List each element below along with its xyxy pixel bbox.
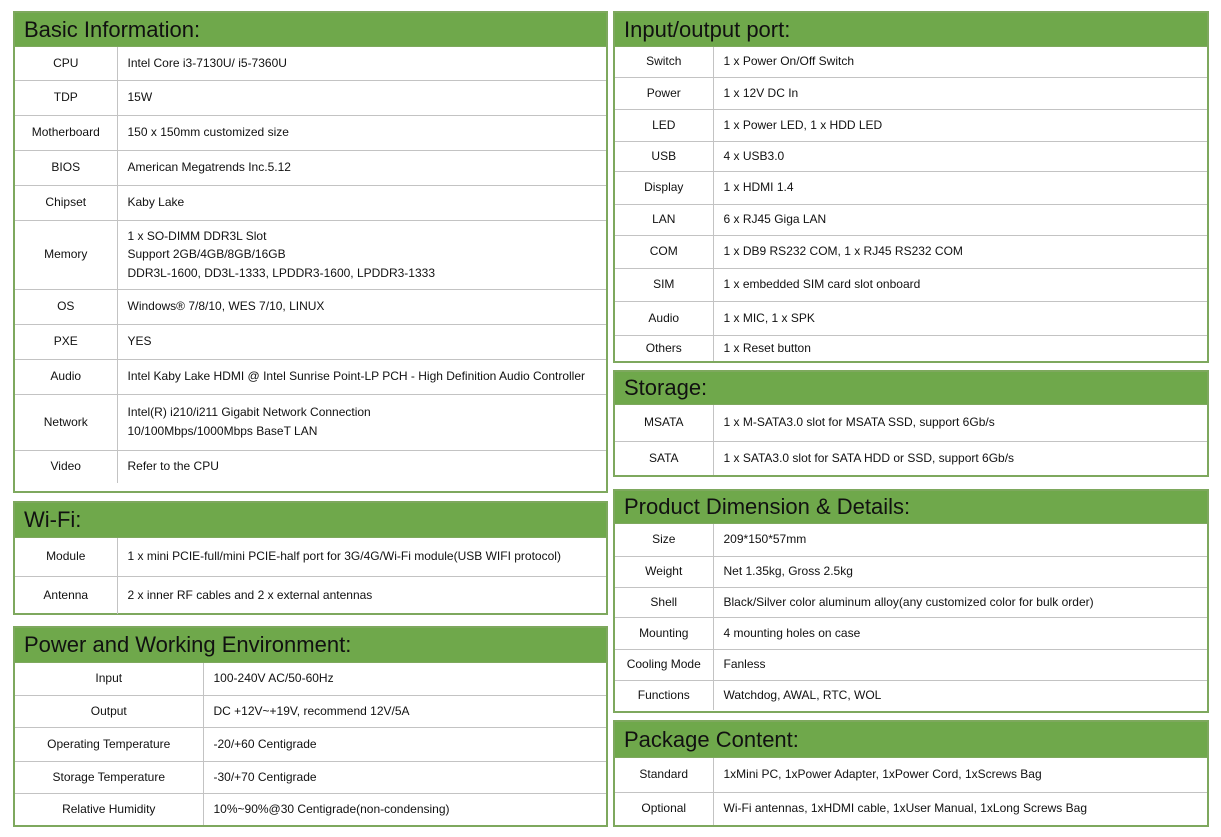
basic-information-section bbox=[13, 11, 608, 493]
product-dimension-section bbox=[613, 489, 1209, 713]
spec-label: Relative Humidity bbox=[15, 793, 203, 825]
spec-row-tdp bbox=[15, 80, 606, 115]
input-output-port-section bbox=[613, 11, 1209, 363]
spec-row-motherboard bbox=[15, 115, 606, 150]
spec-value: 150 x 150mm customized size bbox=[117, 115, 606, 150]
spec-value: 6 x RJ45 Giga LAN bbox=[713, 204, 1207, 235]
spec-label: Switch bbox=[615, 47, 713, 77]
spec-label: COM bbox=[615, 235, 713, 268]
spec-row-module bbox=[15, 538, 606, 576]
section-title: Storage: bbox=[615, 372, 1207, 405]
spec-row-video bbox=[15, 450, 606, 483]
spec-value: 4 mounting holes on case bbox=[713, 617, 1207, 649]
spec-value: 4 x USB3.0 bbox=[713, 141, 1207, 171]
spec-row-lan bbox=[615, 204, 1207, 235]
spec-label: Video bbox=[15, 450, 117, 483]
spec-row-os bbox=[15, 289, 606, 324]
spec-row-optional bbox=[615, 792, 1207, 825]
spec-value: 15W bbox=[117, 80, 606, 115]
spec-label: Display bbox=[615, 171, 713, 204]
spec-label: Module bbox=[15, 538, 117, 576]
spec-value: American Megatrends Inc.5.12 bbox=[117, 150, 606, 185]
spec-label: Operating Temperature bbox=[15, 727, 203, 761]
spec-row-standard bbox=[615, 758, 1207, 792]
spec-row-display bbox=[615, 171, 1207, 204]
spec-value: 2 x inner RF cables and 2 x external antennas bbox=[117, 576, 606, 614]
spec-row-sim bbox=[615, 268, 1207, 301]
power-environment-section bbox=[13, 626, 608, 827]
spec-row-antenna bbox=[15, 576, 606, 614]
spec-label: Cooling Mode bbox=[615, 649, 713, 680]
spec-label: LED bbox=[615, 109, 713, 141]
spec-value: -20/+60 Centigrade bbox=[203, 727, 606, 761]
spec-value: 209*150*57mm bbox=[713, 524, 1207, 556]
spec-label: BIOS bbox=[15, 150, 117, 185]
spec-table bbox=[15, 47, 606, 483]
section-title: Wi-Fi: bbox=[15, 503, 606, 538]
spec-label: MSATA bbox=[615, 405, 713, 441]
spec-label: Audio bbox=[15, 359, 117, 394]
section-title: Input/output port: bbox=[615, 13, 1207, 47]
spec-label: Functions bbox=[615, 680, 713, 710]
spec-label: SIM bbox=[615, 268, 713, 301]
spec-row-input bbox=[15, 663, 606, 695]
spec-value-line: DDR3L-1600, DD3L-1333, LPDDR3-1600, LPDDR3-1333 bbox=[127, 265, 435, 280]
section-title: Power and Working Environment: bbox=[15, 628, 606, 663]
spec-label: SATA bbox=[615, 441, 713, 475]
spec-row-others bbox=[615, 335, 1207, 361]
spec-row-chipset bbox=[15, 185, 606, 220]
spec-value: 1 x embedded SIM card slot onboard bbox=[713, 268, 1207, 301]
spec-value: Intel Kaby Lake HDMI @ Intel Sunrise Point-LP PCH - High Definition Audio Controller bbox=[117, 359, 606, 394]
spec-table bbox=[615, 758, 1207, 825]
spec-row-mounting bbox=[615, 617, 1207, 649]
spec-row-pxe bbox=[15, 324, 606, 359]
spec-label: Network bbox=[15, 394, 117, 450]
spec-value: 1 x HDMI 1.4 bbox=[713, 171, 1207, 204]
spec-label: Others bbox=[615, 335, 713, 361]
spec-table bbox=[615, 47, 1207, 361]
spec-value: Refer to the CPU bbox=[117, 450, 606, 483]
spec-row-audio bbox=[15, 359, 606, 394]
spec-value: Kaby Lake bbox=[117, 185, 606, 220]
spec-label: TDP bbox=[15, 80, 117, 115]
spec-value-line: 1 x SO-DIMM DDR3L Slot bbox=[127, 228, 267, 243]
spec-label: Chipset bbox=[15, 185, 117, 220]
spec-label: Weight bbox=[615, 556, 713, 587]
spec-row-network bbox=[15, 394, 606, 450]
spec-label: Motherboard bbox=[15, 115, 117, 150]
spec-label: Optional bbox=[615, 792, 713, 825]
spec-value: Intel Core i3-7130U/ i5-7360U bbox=[117, 47, 606, 80]
spec-row-weight bbox=[615, 556, 1207, 587]
spec-value: 1 x Power LED, 1 x HDD LED bbox=[713, 109, 1207, 141]
spec-label: Storage Temperature bbox=[15, 761, 203, 793]
spec-label: Size bbox=[615, 524, 713, 556]
spec-label: PXE bbox=[15, 324, 117, 359]
spec-label: USB bbox=[615, 141, 713, 171]
spec-value: Black/Silver color aluminum alloy(any customized color for bulk order) bbox=[713, 587, 1207, 617]
spec-value: Watchdog, AWAL, RTC, WOL bbox=[713, 680, 1207, 710]
spec-label: Mounting bbox=[615, 617, 713, 649]
spec-row-shell bbox=[615, 587, 1207, 617]
spec-label: Input bbox=[15, 663, 203, 695]
spec-row-output bbox=[15, 695, 606, 727]
spec-value-line: Support 2GB/4GB/8GB/16GB bbox=[127, 247, 286, 262]
spec-label: Power bbox=[615, 77, 713, 109]
spec-label: Audio bbox=[615, 301, 713, 335]
spec-table bbox=[615, 405, 1207, 475]
spec-table bbox=[15, 538, 606, 614]
spec-value: -30/+70 Centigrade bbox=[203, 761, 606, 793]
spec-label: Output bbox=[15, 695, 203, 727]
spec-label: Shell bbox=[615, 587, 713, 617]
spec-label: Antenna bbox=[15, 576, 117, 614]
section-title: Product Dimension & Details: bbox=[615, 491, 1207, 524]
spec-row-msata bbox=[615, 405, 1207, 441]
spec-row-audio bbox=[615, 301, 1207, 335]
spec-value: 1 x DB9 RS232 COM, 1 x RJ45 RS232 COM bbox=[713, 235, 1207, 268]
spec-row-switch bbox=[615, 47, 1207, 77]
spec-row-storage-temperature bbox=[15, 761, 606, 793]
spec-table bbox=[15, 663, 606, 825]
spec-row-memory bbox=[15, 220, 606, 289]
spec-value-line: 10/100Mbps/1000Mbps BaseT LAN bbox=[127, 424, 318, 438]
spec-value: 1 x MIC, 1 x SPK bbox=[713, 301, 1207, 335]
spec-value: 100-240V AC/50-60Hz bbox=[203, 663, 606, 695]
spec-row-led bbox=[615, 109, 1207, 141]
spec-row-power bbox=[615, 77, 1207, 109]
package-content-section bbox=[613, 720, 1209, 827]
spec-row-sata bbox=[615, 441, 1207, 475]
spec-value: 1 x 12V DC In bbox=[713, 77, 1207, 109]
spec-row-usb bbox=[615, 141, 1207, 171]
spec-row-functions bbox=[615, 680, 1207, 710]
spec-value: 10%~90%@30 Centigrade(non-condensing) bbox=[203, 793, 606, 825]
storage-section bbox=[613, 370, 1209, 477]
wifi-section bbox=[13, 501, 608, 615]
spec-label: Memory bbox=[15, 220, 117, 289]
section-title: Package Content: bbox=[615, 722, 1207, 758]
spec-row-com bbox=[615, 235, 1207, 268]
spec-value: YES bbox=[117, 324, 606, 359]
spec-value: 1 x SATA3.0 slot for SATA HDD or SSD, support 6Gb/s bbox=[713, 441, 1207, 475]
spec-value: DC +12V~+19V, recommend 12V/5A bbox=[203, 695, 606, 727]
spec-value: Windows® 7/8/10, WES 7/10, LINUX bbox=[117, 289, 606, 324]
spec-row-relative-humidity bbox=[15, 793, 606, 825]
spec-value: Fanless bbox=[713, 649, 1207, 680]
spec-row-cooling-mode bbox=[615, 649, 1207, 680]
spec-value: 1 x Reset button bbox=[713, 335, 1207, 361]
spec-value: 1 x mini PCIE-full/mini PCIE-half port for 3G/4G/Wi-Fi module(USB WIFI protocol) bbox=[117, 538, 606, 576]
spec-label: CPU bbox=[15, 47, 117, 80]
spec-value: Wi-Fi antennas, 1xHDMI cable, 1xUser Manual, 1xLong Screws Bag bbox=[713, 792, 1207, 825]
spec-value: 1xMini PC, 1xPower Adapter, 1xPower Cord, 1xScrews Bag bbox=[713, 758, 1207, 792]
spec-value-line: Intel(R) i210/i211 Gigabit Network Connection bbox=[127, 405, 371, 420]
spec-row-cpu bbox=[15, 47, 606, 80]
spec-label: LAN bbox=[615, 204, 713, 235]
spec-row-size bbox=[615, 524, 1207, 556]
section-title: Basic Information: bbox=[15, 13, 606, 47]
spec-value bbox=[117, 394, 606, 450]
spec-label: Standard bbox=[615, 758, 713, 792]
spec-label: OS bbox=[15, 289, 117, 324]
spec-row-operating-temperature bbox=[15, 727, 606, 761]
spec-value: 1 x M-SATA3.0 slot for MSATA SSD, support 6Gb/s bbox=[713, 405, 1207, 441]
spec-table bbox=[615, 524, 1207, 710]
spec-row-bios bbox=[15, 150, 606, 185]
spec-value bbox=[117, 220, 606, 289]
spec-value: Net 1.35kg, Gross 2.5kg bbox=[713, 556, 1207, 587]
spec-value: 1 x Power On/Off Switch bbox=[713, 47, 1207, 77]
